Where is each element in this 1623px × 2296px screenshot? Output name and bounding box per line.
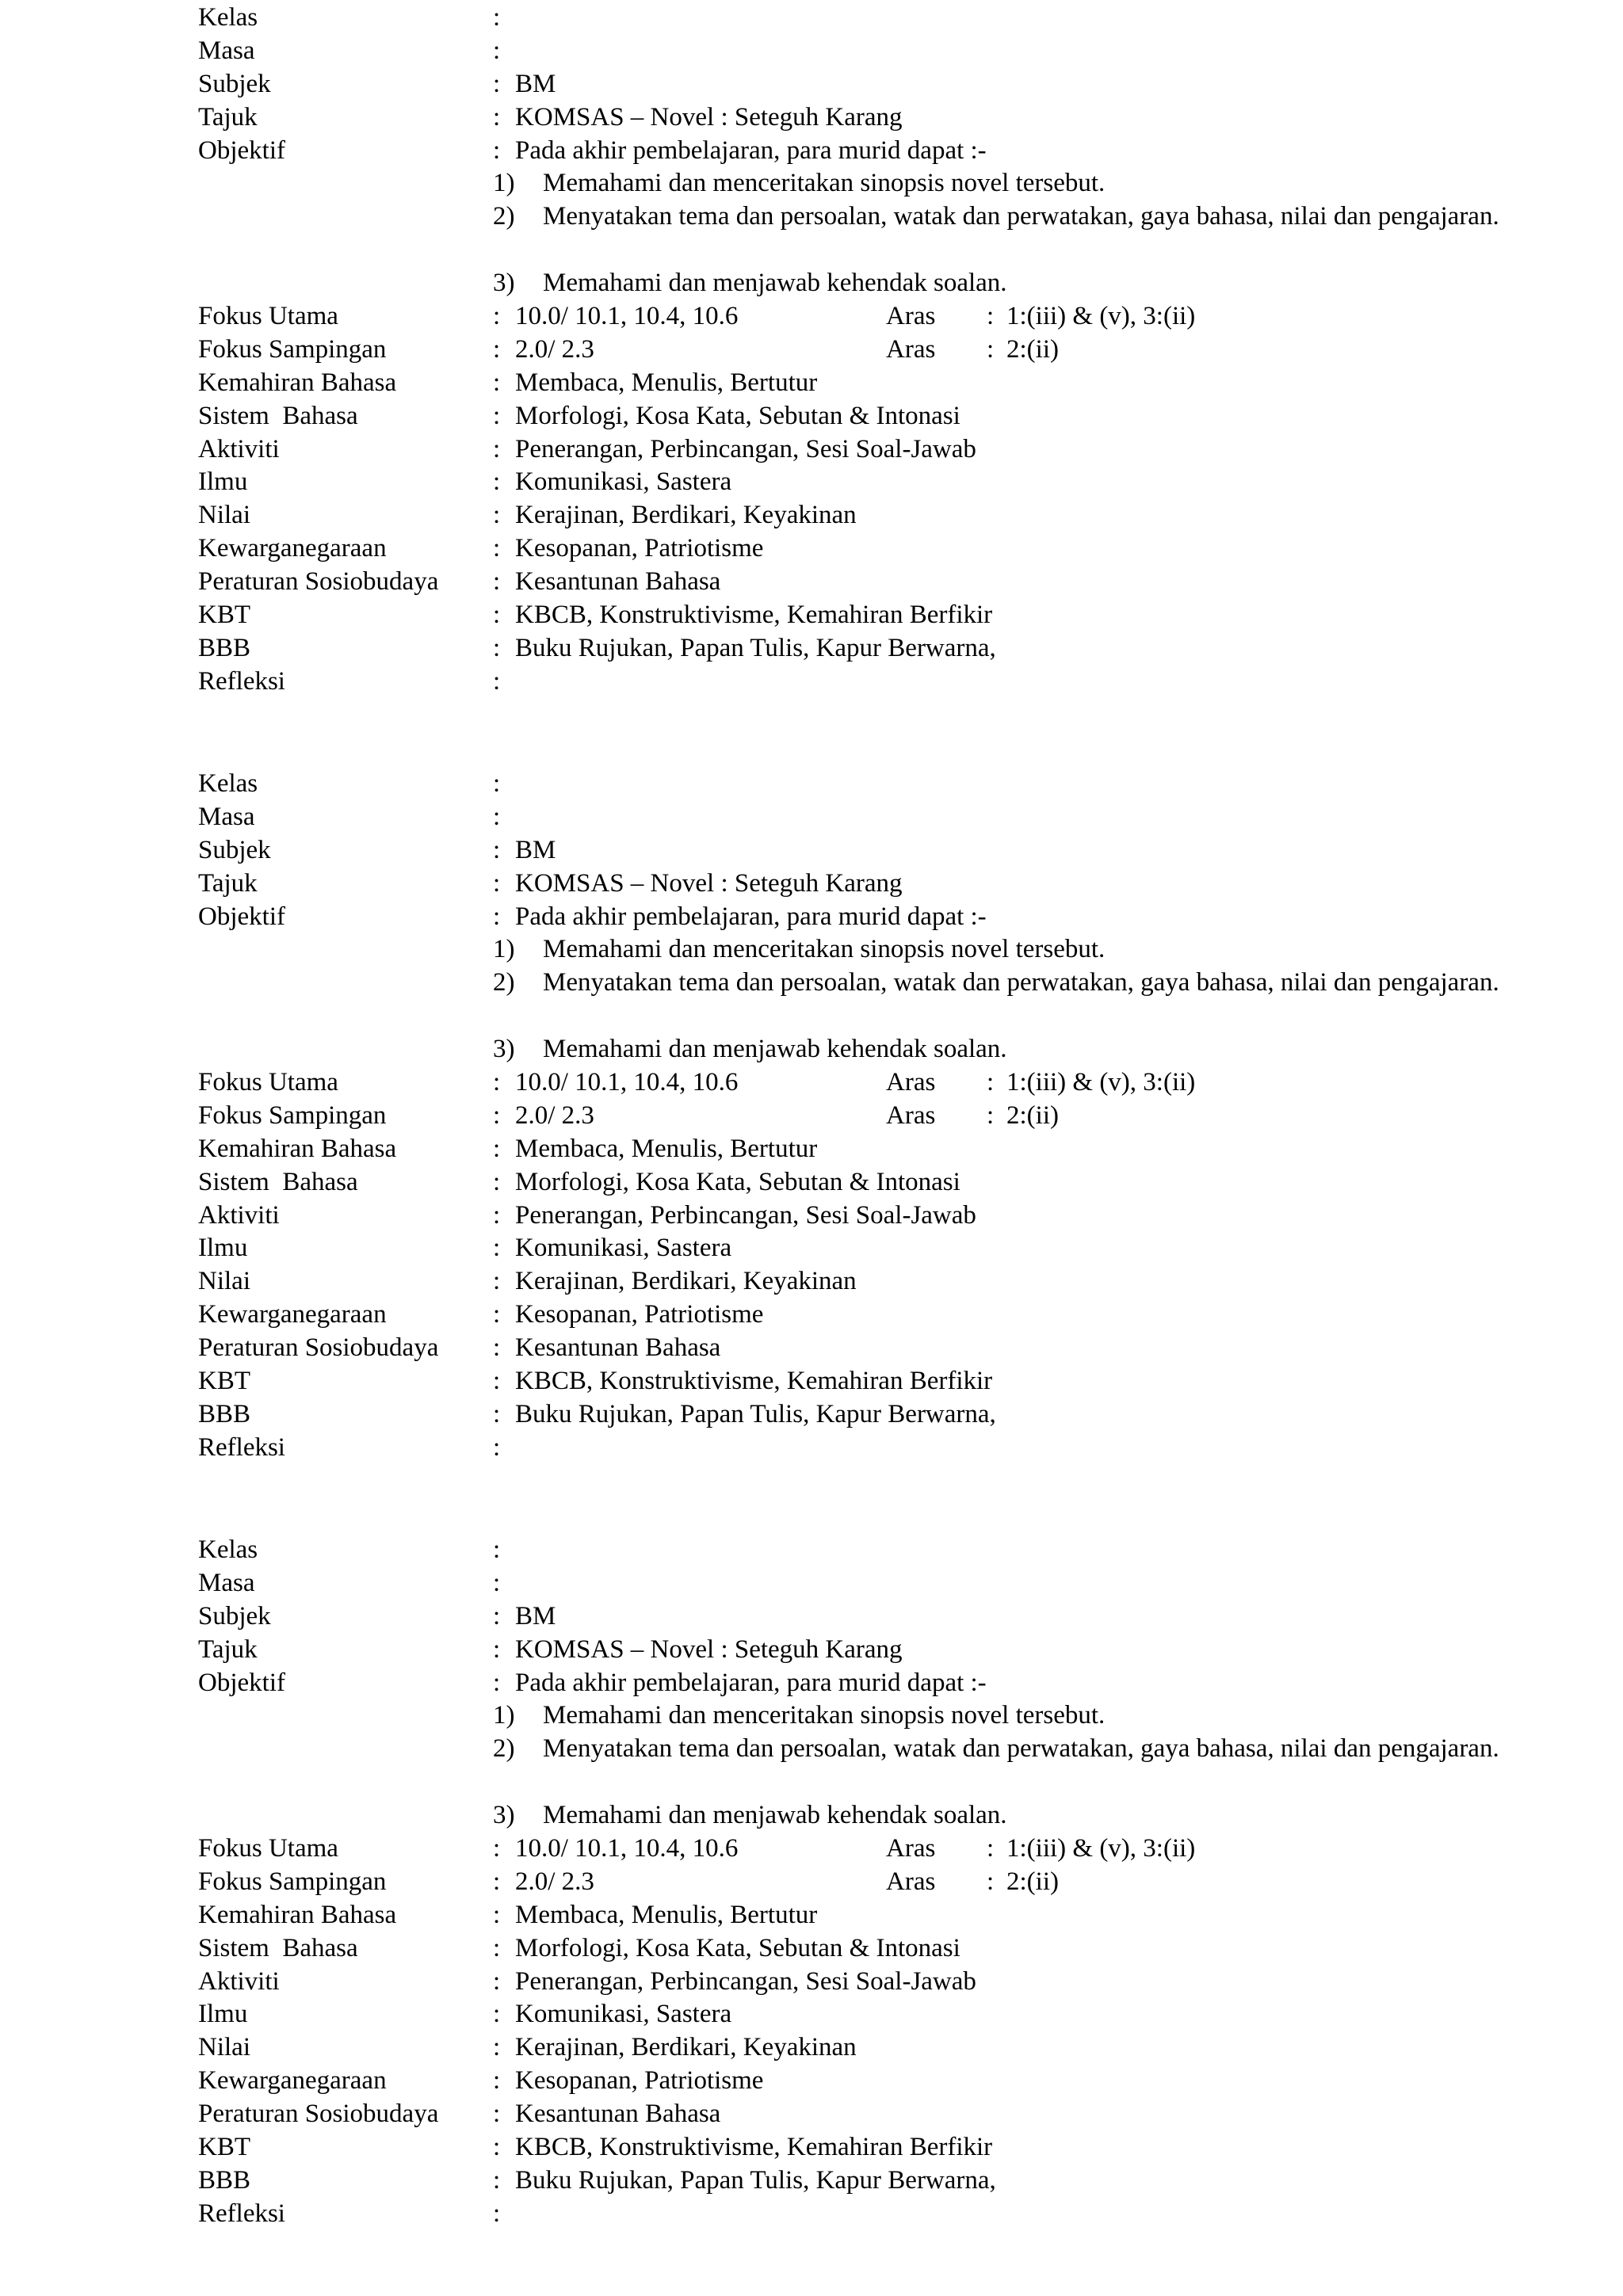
aktiviti-value: Penerangan, Perbincangan, Sesi Soal-Jawab bbox=[515, 1200, 976, 1230]
masa-row bbox=[198, 1567, 1529, 1600]
kelas-row bbox=[198, 2, 1529, 35]
aras-label: Aras bbox=[886, 1100, 936, 1130]
ilmu-row bbox=[198, 1998, 1529, 2031]
sistem-bahasa-value: Morfologi, Kosa Kata, Sebutan & Intonasi bbox=[515, 401, 960, 430]
subjek-value: BM bbox=[515, 69, 556, 98]
nilai-row bbox=[198, 1265, 1529, 1299]
kbt-label: KBT bbox=[198, 601, 250, 630]
nilai-value: Kerajinan, Berdikari, Keyakinan bbox=[515, 501, 857, 530]
colon: : bbox=[493, 1535, 501, 1564]
peraturan-sosiobudaya-row bbox=[198, 2098, 1529, 2131]
peraturan-sosiobudaya-label: Peraturan Sosiobudaya bbox=[198, 1333, 439, 1363]
colon: : bbox=[493, 802, 501, 831]
colon: : bbox=[493, 1100, 501, 1130]
kemahiran-bahasa-value: Membaca, Menulis, Bertutur bbox=[515, 368, 818, 397]
kewarganegaraan-row bbox=[198, 532, 1529, 566]
bbb-value: Buku Rujukan, Papan Tulis, Kapur Berwarna, bbox=[515, 633, 996, 662]
sistem-bahasa-row bbox=[198, 400, 1529, 433]
colon: : bbox=[493, 1068, 501, 1097]
colon: : bbox=[987, 1834, 995, 1863]
colon: : bbox=[493, 601, 501, 630]
lesson-plan-block-2 bbox=[198, 768, 1529, 1465]
fokus-sampingan-row bbox=[198, 334, 1529, 367]
sistem-bahasa-label: Sistem Bahasa bbox=[198, 1167, 358, 1196]
kemahiran-bahasa-value: Membaca, Menulis, Bertutur bbox=[515, 1134, 818, 1163]
kbt-value: KBCB, Konstruktivisme, Kemahiran Berfikir bbox=[515, 1367, 993, 1396]
colon: : bbox=[493, 2199, 501, 2228]
colon: : bbox=[493, 2133, 501, 2162]
nilai-row bbox=[198, 499, 1529, 532]
objektif-item-text: Memahami dan menceritakan sinopsis novel tersebut. bbox=[543, 1701, 1106, 1730]
kewarganegaraan-value: Kesopanan, Patriotisme bbox=[515, 2066, 764, 2096]
kemahiran-bahasa-label: Kemahiran Bahasa bbox=[198, 1900, 397, 1929]
peraturan-sosiobudaya-value: Kesantunan Bahasa bbox=[515, 1333, 721, 1363]
objektif-item-number: 2) bbox=[493, 968, 515, 997]
kbt-row bbox=[198, 599, 1529, 632]
colon: : bbox=[493, 135, 501, 165]
kelas-row bbox=[198, 1534, 1529, 1567]
objektif-label: Objektif bbox=[198, 135, 285, 165]
nilai-value: Kerajinan, Berdikari, Keyakinan bbox=[515, 2033, 857, 2062]
objektif-item-2 bbox=[198, 1733, 1529, 1799]
sistem-bahasa-value: Morfologi, Kosa Kata, Sebutan & Intonasi bbox=[515, 1167, 960, 1196]
objektif-item-number: 3) bbox=[493, 1035, 515, 1064]
colon: : bbox=[493, 102, 501, 132]
ilmu-row bbox=[198, 466, 1529, 499]
colon: : bbox=[493, 1900, 501, 1929]
aktiviti-row bbox=[198, 433, 1529, 467]
objektif-label: Objektif bbox=[198, 902, 285, 931]
objektif-value: Pada akhir pembelajaran, para murid dapat :- bbox=[515, 1668, 987, 1697]
objektif-item-1 bbox=[198, 167, 1529, 200]
peraturan-sosiobudaya-row bbox=[198, 566, 1529, 599]
objektif-item-number: 2) bbox=[493, 1734, 515, 1764]
ilmu-value: Komunikasi, Sastera bbox=[515, 467, 732, 497]
colon: : bbox=[493, 2165, 501, 2195]
aktiviti-row bbox=[198, 1199, 1529, 1233]
tajuk-value: KOMSAS – Novel : Seteguh Karang bbox=[515, 1634, 903, 1664]
refleksi-label: Refleksi bbox=[198, 2199, 285, 2228]
fokus-utama-label: Fokus Utama bbox=[198, 1068, 338, 1097]
ilmu-label: Ilmu bbox=[198, 467, 248, 497]
fokus-utama-row bbox=[198, 1066, 1529, 1100]
aktiviti-value: Penerangan, Perbincangan, Sesi Soal-Jawab bbox=[515, 1966, 976, 1996]
aras-value: 1:(iii) & (v), 3:(ii) bbox=[1006, 1834, 1196, 1863]
colon: : bbox=[987, 302, 995, 331]
colon: : bbox=[493, 534, 501, 563]
masa-label: Masa bbox=[198, 802, 255, 831]
masa-label: Masa bbox=[198, 1568, 255, 1597]
objektif-item-number: 3) bbox=[493, 1801, 515, 1830]
objektif-item-text: Memahami dan menceritakan sinopsis novel tersebut. bbox=[543, 935, 1106, 964]
colon: : bbox=[493, 835, 501, 864]
colon: : bbox=[493, 1267, 501, 1296]
tajuk-value: KOMSAS – Novel : Seteguh Karang bbox=[515, 102, 903, 132]
peraturan-sosiobudaya-value: Kesantunan Bahasa bbox=[515, 2100, 721, 2129]
bbb-value: Buku Rujukan, Papan Tulis, Kapur Berwarna, bbox=[515, 2165, 996, 2195]
colon: : bbox=[493, 1933, 501, 1962]
objektif-label: Objektif bbox=[198, 1668, 285, 1697]
tajuk-label: Tajuk bbox=[198, 102, 258, 132]
colon: : bbox=[493, 434, 501, 463]
colon: : bbox=[493, 868, 501, 898]
colon: : bbox=[493, 69, 501, 98]
fokus-sampingan-value: 2.0/ 2.3 bbox=[515, 334, 594, 364]
fokus-sampingan-label: Fokus Sampingan bbox=[198, 1867, 387, 1896]
fokus-utama-label: Fokus Utama bbox=[198, 1834, 338, 1863]
fokus-sampingan-label: Fokus Sampingan bbox=[198, 334, 387, 364]
objektif-item-number: 1) bbox=[493, 169, 515, 198]
colon: : bbox=[493, 1432, 501, 1462]
bbb-value: Buku Rujukan, Papan Tulis, Kapur Berwarna, bbox=[515, 1399, 996, 1428]
objektif-row bbox=[198, 1667, 1529, 1700]
subjek-row bbox=[198, 68, 1529, 101]
lesson-plan-block-3 bbox=[198, 1534, 1529, 2231]
bbb-row bbox=[198, 632, 1529, 666]
fokus-sampingan-value: 2.0/ 2.3 bbox=[515, 1867, 594, 1896]
aktiviti-row bbox=[198, 1966, 1529, 1999]
ilmu-row bbox=[198, 1232, 1529, 1265]
colon: : bbox=[493, 2100, 501, 2129]
colon: : bbox=[493, 1568, 501, 1597]
masa-label: Masa bbox=[198, 36, 255, 65]
fokus-utama-value: 10.0/ 10.1, 10.4, 10.6 bbox=[515, 1068, 739, 1097]
fokus-utama-value: 10.0/ 10.1, 10.4, 10.6 bbox=[515, 302, 739, 331]
objektif-value: Pada akhir pembelajaran, para murid dapat :- bbox=[515, 902, 987, 931]
objektif-item-2 bbox=[198, 967, 1529, 1033]
bbb-label: BBB bbox=[198, 1399, 251, 1428]
colon: : bbox=[493, 368, 501, 397]
fokus-utama-row bbox=[198, 300, 1529, 334]
colon: : bbox=[493, 567, 501, 597]
nilai-value: Kerajinan, Berdikari, Keyakinan bbox=[515, 1267, 857, 1296]
colon: : bbox=[493, 666, 501, 696]
kewarganegaraan-label: Kewarganegaraan bbox=[198, 534, 387, 563]
objektif-item-text: Memahami dan menjawab kehendak soalan. bbox=[543, 1801, 1007, 1830]
colon: : bbox=[493, 1200, 501, 1230]
colon: : bbox=[493, 334, 501, 364]
colon: : bbox=[493, 1300, 501, 1329]
objektif-item-text: Menyatakan tema dan persoalan, watak dan perwatakan, gaya bahasa, nilai dan pengajaran. bbox=[543, 202, 1499, 231]
fokus-sampingan-value: 2.0/ 2.3 bbox=[515, 1100, 594, 1130]
kbt-label: KBT bbox=[198, 2133, 250, 2162]
fokus-utama-value: 10.0/ 10.1, 10.4, 10.6 bbox=[515, 1834, 739, 1863]
objektif-item-text: Memahami dan menjawab kehendak soalan. bbox=[543, 1035, 1007, 1064]
colon: : bbox=[493, 3, 501, 32]
kbt-value: KBCB, Konstruktivisme, Kemahiran Berfikir bbox=[515, 601, 993, 630]
objektif-item-text: Menyatakan tema dan persoalan, watak dan perwatakan, gaya bahasa, nilai dan pengajaran. bbox=[543, 968, 1499, 997]
aktiviti-label: Aktiviti bbox=[198, 1200, 280, 1230]
peraturan-sosiobudaya-label: Peraturan Sosiobudaya bbox=[198, 2100, 439, 2129]
fokus-utama-label: Fokus Utama bbox=[198, 302, 338, 331]
colon: : bbox=[493, 1966, 501, 1996]
kemahiran-bahasa-row bbox=[198, 367, 1529, 400]
colon: : bbox=[493, 769, 501, 798]
objektif-row bbox=[198, 135, 1529, 168]
kbt-value: KBCB, Konstruktivisme, Kemahiran Berfikir bbox=[515, 2133, 993, 2162]
aktiviti-label: Aktiviti bbox=[198, 434, 280, 463]
aras-label: Aras bbox=[886, 302, 936, 331]
kewarganegaraan-row bbox=[198, 2065, 1529, 2098]
bbb-label: BBB bbox=[198, 2165, 251, 2195]
colon: : bbox=[493, 1234, 501, 1263]
objektif-item-number: 2) bbox=[493, 202, 515, 231]
kbt-row bbox=[198, 2131, 1529, 2164]
kewarganegaraan-value: Kesopanan, Patriotisme bbox=[515, 1300, 764, 1329]
colon: : bbox=[493, 501, 501, 530]
fokus-sampingan-row bbox=[198, 1100, 1529, 1133]
nilai-label: Nilai bbox=[198, 2033, 250, 2062]
objektif-item-text: Memahami dan menceritakan sinopsis novel tersebut. bbox=[543, 169, 1106, 198]
ilmu-value: Komunikasi, Sastera bbox=[515, 1234, 732, 1263]
masa-row bbox=[198, 801, 1529, 834]
sistem-bahasa-value: Morfologi, Kosa Kata, Sebutan & Intonasi bbox=[515, 1933, 960, 1962]
refleksi-row bbox=[198, 2198, 1529, 2231]
tajuk-row bbox=[198, 868, 1529, 901]
colon: : bbox=[493, 1634, 501, 1664]
colon: : bbox=[493, 1867, 501, 1896]
objektif-value: Pada akhir pembelajaran, para murid dapat :- bbox=[515, 135, 987, 165]
aras-value: 1:(iii) & (v), 3:(ii) bbox=[1006, 302, 1196, 331]
fokus-sampingan-row bbox=[198, 1866, 1529, 1899]
tajuk-label: Tajuk bbox=[198, 1634, 258, 1664]
subjek-label: Subjek bbox=[198, 1601, 271, 1630]
colon: : bbox=[493, 1367, 501, 1396]
colon: : bbox=[493, 467, 501, 497]
peraturan-sosiobudaya-value: Kesantunan Bahasa bbox=[515, 567, 721, 597]
aras-value: 1:(iii) & (v), 3:(ii) bbox=[1006, 1068, 1196, 1097]
fokus-sampingan-label: Fokus Sampingan bbox=[198, 1100, 387, 1130]
kewarganegaraan-row bbox=[198, 1299, 1529, 1332]
bbb-label: BBB bbox=[198, 633, 251, 662]
refleksi-row bbox=[198, 666, 1529, 699]
kemahiran-bahasa-row bbox=[198, 1133, 1529, 1166]
aktiviti-value: Penerangan, Perbincangan, Sesi Soal-Jawab bbox=[515, 434, 976, 463]
aras-value: 2:(ii) bbox=[1006, 334, 1059, 364]
aras-label: Aras bbox=[886, 334, 936, 364]
colon: : bbox=[493, 1333, 501, 1363]
colon: : bbox=[493, 1601, 501, 1630]
refleksi-label: Refleksi bbox=[198, 1432, 285, 1462]
ilmu-label: Ilmu bbox=[198, 1234, 248, 1263]
refleksi-row bbox=[198, 1432, 1529, 1465]
colon: : bbox=[493, 633, 501, 662]
objektif-item-number: 3) bbox=[493, 269, 515, 298]
sistem-bahasa-row bbox=[198, 1932, 1529, 1966]
objektif-item-number: 1) bbox=[493, 935, 515, 964]
colon: : bbox=[493, 2033, 501, 2062]
objektif-item-3 bbox=[198, 1799, 1529, 1833]
colon: : bbox=[493, 902, 501, 931]
colon: : bbox=[493, 2000, 501, 2029]
subjek-label: Subjek bbox=[198, 69, 271, 98]
kemahiran-bahasa-value: Membaca, Menulis, Bertutur bbox=[515, 1900, 818, 1929]
kelas-label: Kelas bbox=[198, 1535, 258, 1564]
masa-row bbox=[198, 35, 1529, 68]
lesson-plan-block-1 bbox=[198, 2, 1529, 699]
objektif-row bbox=[198, 901, 1529, 934]
kewarganegaraan-value: Kesopanan, Patriotisme bbox=[515, 534, 764, 563]
aras-value: 2:(ii) bbox=[1006, 1100, 1059, 1130]
colon: : bbox=[987, 1100, 995, 1130]
colon: : bbox=[493, 1167, 501, 1196]
ilmu-label: Ilmu bbox=[198, 2000, 248, 2029]
kelas-label: Kelas bbox=[198, 769, 258, 798]
subjek-value: BM bbox=[515, 1601, 556, 1630]
subjek-row bbox=[198, 834, 1529, 868]
aras-label: Aras bbox=[886, 1867, 936, 1896]
tajuk-row bbox=[198, 1634, 1529, 1667]
bbb-row bbox=[198, 1398, 1529, 1432]
aras-label: Aras bbox=[886, 1834, 936, 1863]
aras-value: 2:(ii) bbox=[1006, 1867, 1059, 1896]
colon: : bbox=[987, 1068, 995, 1097]
tajuk-label: Tajuk bbox=[198, 868, 258, 898]
bbb-row bbox=[198, 2164, 1529, 2198]
colon: : bbox=[493, 1834, 501, 1863]
objektif-item-3 bbox=[198, 267, 1529, 300]
objektif-item-text: Menyatakan tema dan persoalan, watak dan perwatakan, gaya bahasa, nilai dan pengajaran. bbox=[543, 1734, 1499, 1764]
colon: : bbox=[493, 302, 501, 331]
objektif-item-3 bbox=[198, 1033, 1529, 1066]
aktiviti-label: Aktiviti bbox=[198, 1966, 280, 1996]
kemahiran-bahasa-label: Kemahiran Bahasa bbox=[198, 368, 397, 397]
subjek-label: Subjek bbox=[198, 835, 271, 864]
objektif-item-number: 1) bbox=[493, 1701, 515, 1730]
fokus-utama-row bbox=[198, 1833, 1529, 1866]
kbt-label: KBT bbox=[198, 1367, 250, 1396]
refleksi-label: Refleksi bbox=[198, 666, 285, 696]
objektif-item-2 bbox=[198, 200, 1529, 267]
kelas-row bbox=[198, 768, 1529, 801]
objektif-item-1 bbox=[198, 933, 1529, 967]
peraturan-sosiobudaya-row bbox=[198, 1332, 1529, 1365]
colon: : bbox=[493, 1668, 501, 1697]
colon: : bbox=[493, 36, 501, 65]
subjek-row bbox=[198, 1600, 1529, 1634]
kemahiran-bahasa-row bbox=[198, 1899, 1529, 1932]
kelas-label: Kelas bbox=[198, 3, 258, 32]
colon: : bbox=[493, 401, 501, 430]
colon: : bbox=[987, 1867, 995, 1896]
nilai-label: Nilai bbox=[198, 501, 250, 530]
kewarganegaraan-label: Kewarganegaraan bbox=[198, 2066, 387, 2096]
colon: : bbox=[493, 2066, 501, 2096]
colon: : bbox=[493, 1399, 501, 1428]
objektif-item-text: Memahami dan menjawab kehendak soalan. bbox=[543, 269, 1007, 298]
aras-label: Aras bbox=[886, 1068, 936, 1097]
colon: : bbox=[987, 334, 995, 364]
subjek-value: BM bbox=[515, 835, 556, 864]
tajuk-row bbox=[198, 101, 1529, 135]
kemahiran-bahasa-label: Kemahiran Bahasa bbox=[198, 1134, 397, 1163]
sistem-bahasa-label: Sistem Bahasa bbox=[198, 1933, 358, 1962]
peraturan-sosiobudaya-label: Peraturan Sosiobudaya bbox=[198, 567, 439, 597]
nilai-label: Nilai bbox=[198, 1267, 250, 1296]
ilmu-value: Komunikasi, Sastera bbox=[515, 2000, 732, 2029]
objektif-item-1 bbox=[198, 1699, 1529, 1733]
sistem-bahasa-row bbox=[198, 1166, 1529, 1199]
kbt-row bbox=[198, 1365, 1529, 1398]
colon: : bbox=[493, 1134, 501, 1163]
kewarganegaraan-label: Kewarganegaraan bbox=[198, 1300, 387, 1329]
nilai-row bbox=[198, 2031, 1529, 2065]
tajuk-value: KOMSAS – Novel : Seteguh Karang bbox=[515, 868, 903, 898]
sistem-bahasa-label: Sistem Bahasa bbox=[198, 401, 358, 430]
